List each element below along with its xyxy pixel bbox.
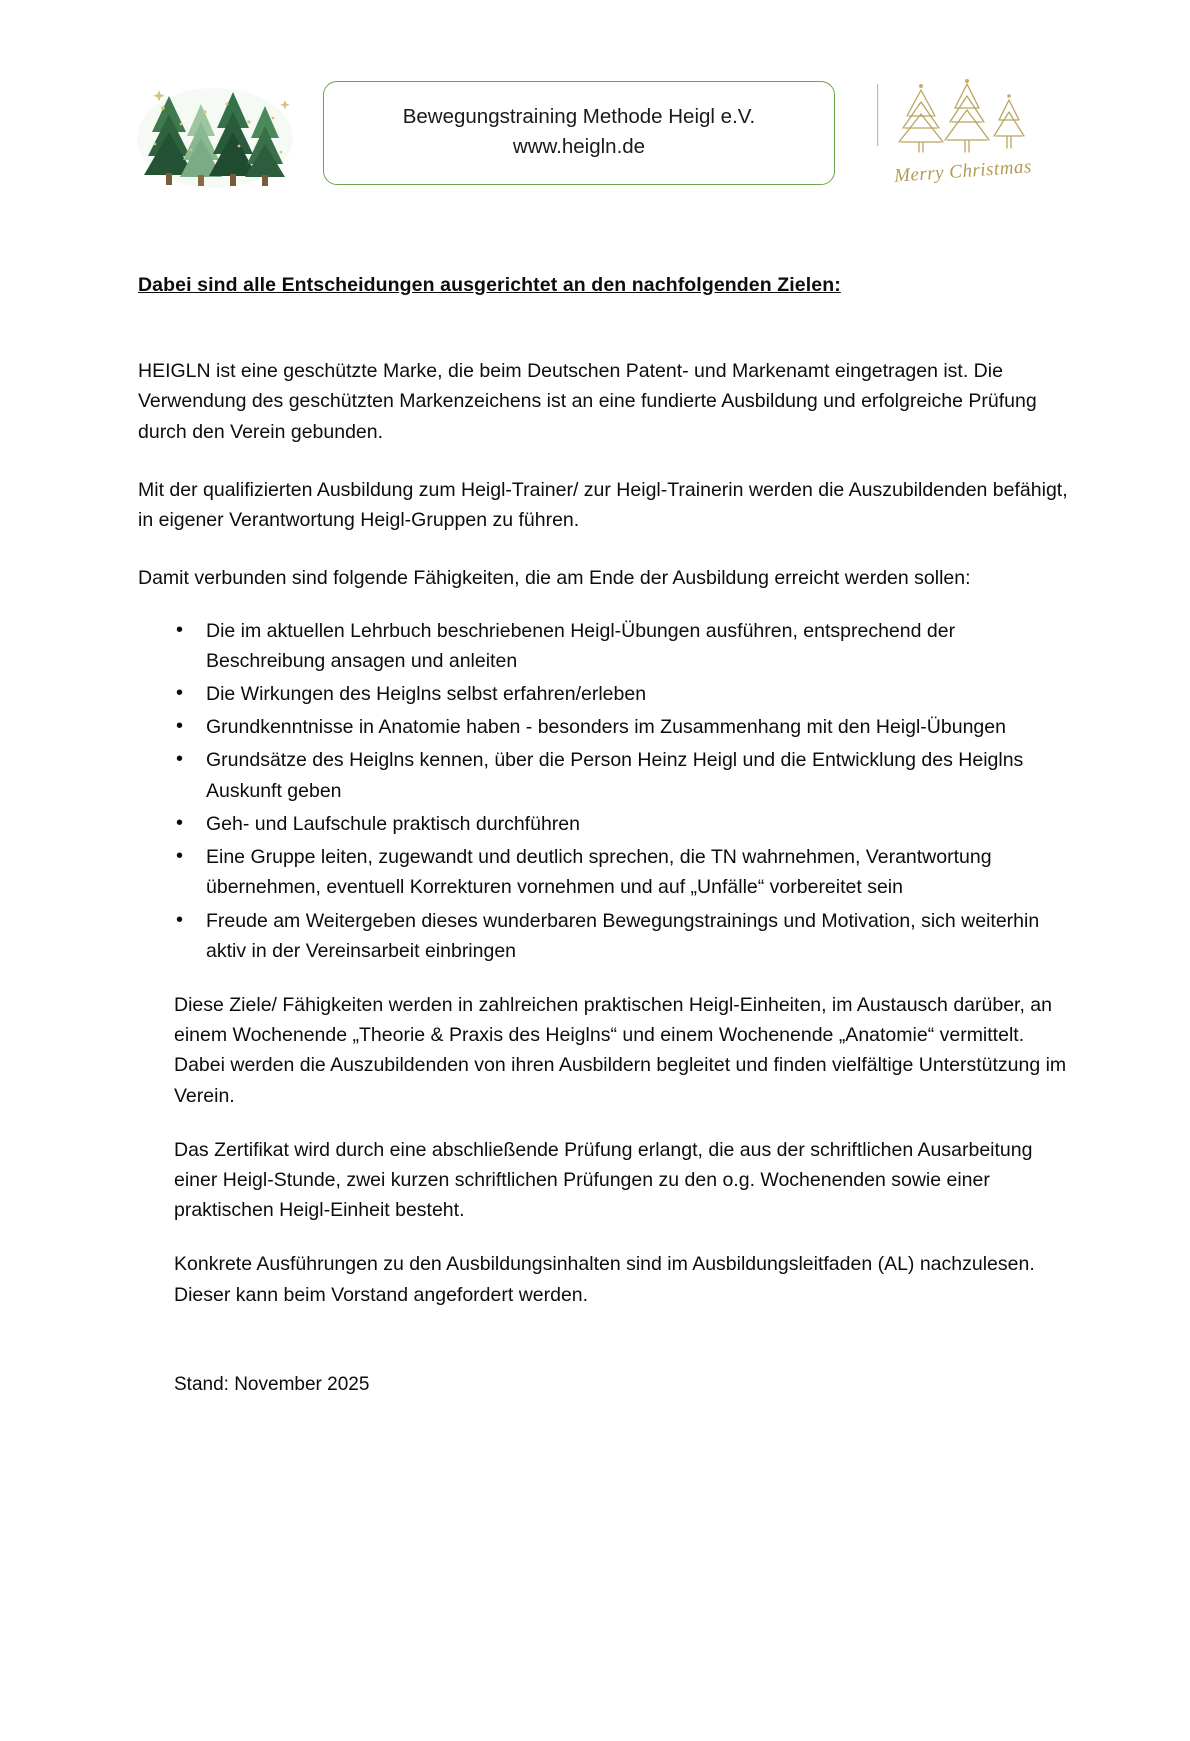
paragraph-closing-2: Das Zertifikat wird durch eine abschließende Prüfung erlangt, die aus der schriftlichen Ausarbeitung einer Heigl-Stunde, zwei kurzen schriftlichen Prüfungen zu den o.g. Wochenenden sowie einer praktischen Heigl-Einheit besteht. <box>174 1138 1033 1222</box>
gold-trees-icon <box>875 76 1050 168</box>
merry-christmas-logo <box>875 76 1050 191</box>
document-date-note: Stand: November 2025 <box>174 1373 370 1395</box>
list-item: • Grundsätze des Heiglns kennen, über die Person Heinz Heigl und die Entwicklung des Heiglns Auskunft geben <box>176 745 1070 805</box>
paragraph-closing-1: Diese Ziele/ Fähigkeiten werden in zahlreichen praktischen Heigl-Einheiten, im Austausch darüber, an einem Wochenende „Theorie & Praxis des Heiglns“ und einem Wochenende „Anatomie“ vermittelt. Dabei werden die Auszubildenden von ihren Ausbildern begleitet und finden vielfältige Unterstützung im Verein. <box>174 993 1067 1107</box>
list-item: • Die im aktuellen Lehrbuch beschriebenen Heigl-Übungen ausführen, entsprechend der Beschreibung ansagen und anleiten <box>176 616 1070 676</box>
list-item: • Freude am Weitergeben dieses wunderbaren Bewegungstrainings und Motivation, sich weiterhin aktiv in der Vereinsarbeit einbringen <box>176 906 1070 966</box>
document-header <box>135 58 1100 208</box>
list-item: • Geh- und Laufschule praktisch durchführen <box>176 809 1070 839</box>
paragraph-intro-3: Damit verbunden sind folgende Fähigkeiten, die am Ende der Ausbildung erreicht werden sollen: <box>138 567 971 590</box>
org-website: www.heigln.de <box>512 135 646 158</box>
org-title-box <box>323 81 835 184</box>
org-title-line1: Bewegungstraining Methode Heigl e.V. <box>402 105 756 129</box>
list-item: • Grundkenntnisse in Anatomie haben - besonders im Zusammenhang mit den Heigl-Übungen <box>176 712 1070 742</box>
list-item: • Eine Gruppe leiten, zugewandt und deutlich sprechen, die TN wahrnehmen, Verantwortung übernehmen, eventuell Korrekturen vornehmen und auf „Unfälle“ vorbereitet sein <box>176 842 1070 902</box>
paragraph-closing-3: Konkrete Ausführungen zu den Ausbildungsinhalten sind im Ausbildungsleitfaden (AL) nachzulesen. Dieser kann beim Vorstand angefordert werden. <box>174 1253 1035 1306</box>
paragraph-intro-2: Mit der qualifizierten Ausbildung zum Heigl-Trainer/ zur Heigl-Trainerin werden die Auszubildenden befähigt, in eigener Verantwortung Heigl-Gruppen zu führen. <box>138 478 1068 532</box>
goals-list <box>138 616 1070 966</box>
merry-christmas-text: Merry Christmas <box>892 155 1032 187</box>
list-item: • Die Wirkungen des Heiglns selbst erfahren/erleben <box>176 679 1070 709</box>
christmas-trees-illustration-icon <box>135 78 295 188</box>
document-page <box>0 58 1190 1741</box>
section-heading: Dabei sind alle Entscheidungen ausgerichtet an den nachfolgenden Zielen: <box>138 274 841 296</box>
paragraph-intro-1: HEIGLN ist eine geschützte Marke, die beim Deutschen Patent- und Markenamt eingetragen ist. Die Verwendung des geschützten Markenzeichens ist an eine fundierte Ausbildung und erfolgreiche Prüfung durch den Verein gebunden. <box>138 360 1037 443</box>
document-body <box>138 270 1070 1399</box>
